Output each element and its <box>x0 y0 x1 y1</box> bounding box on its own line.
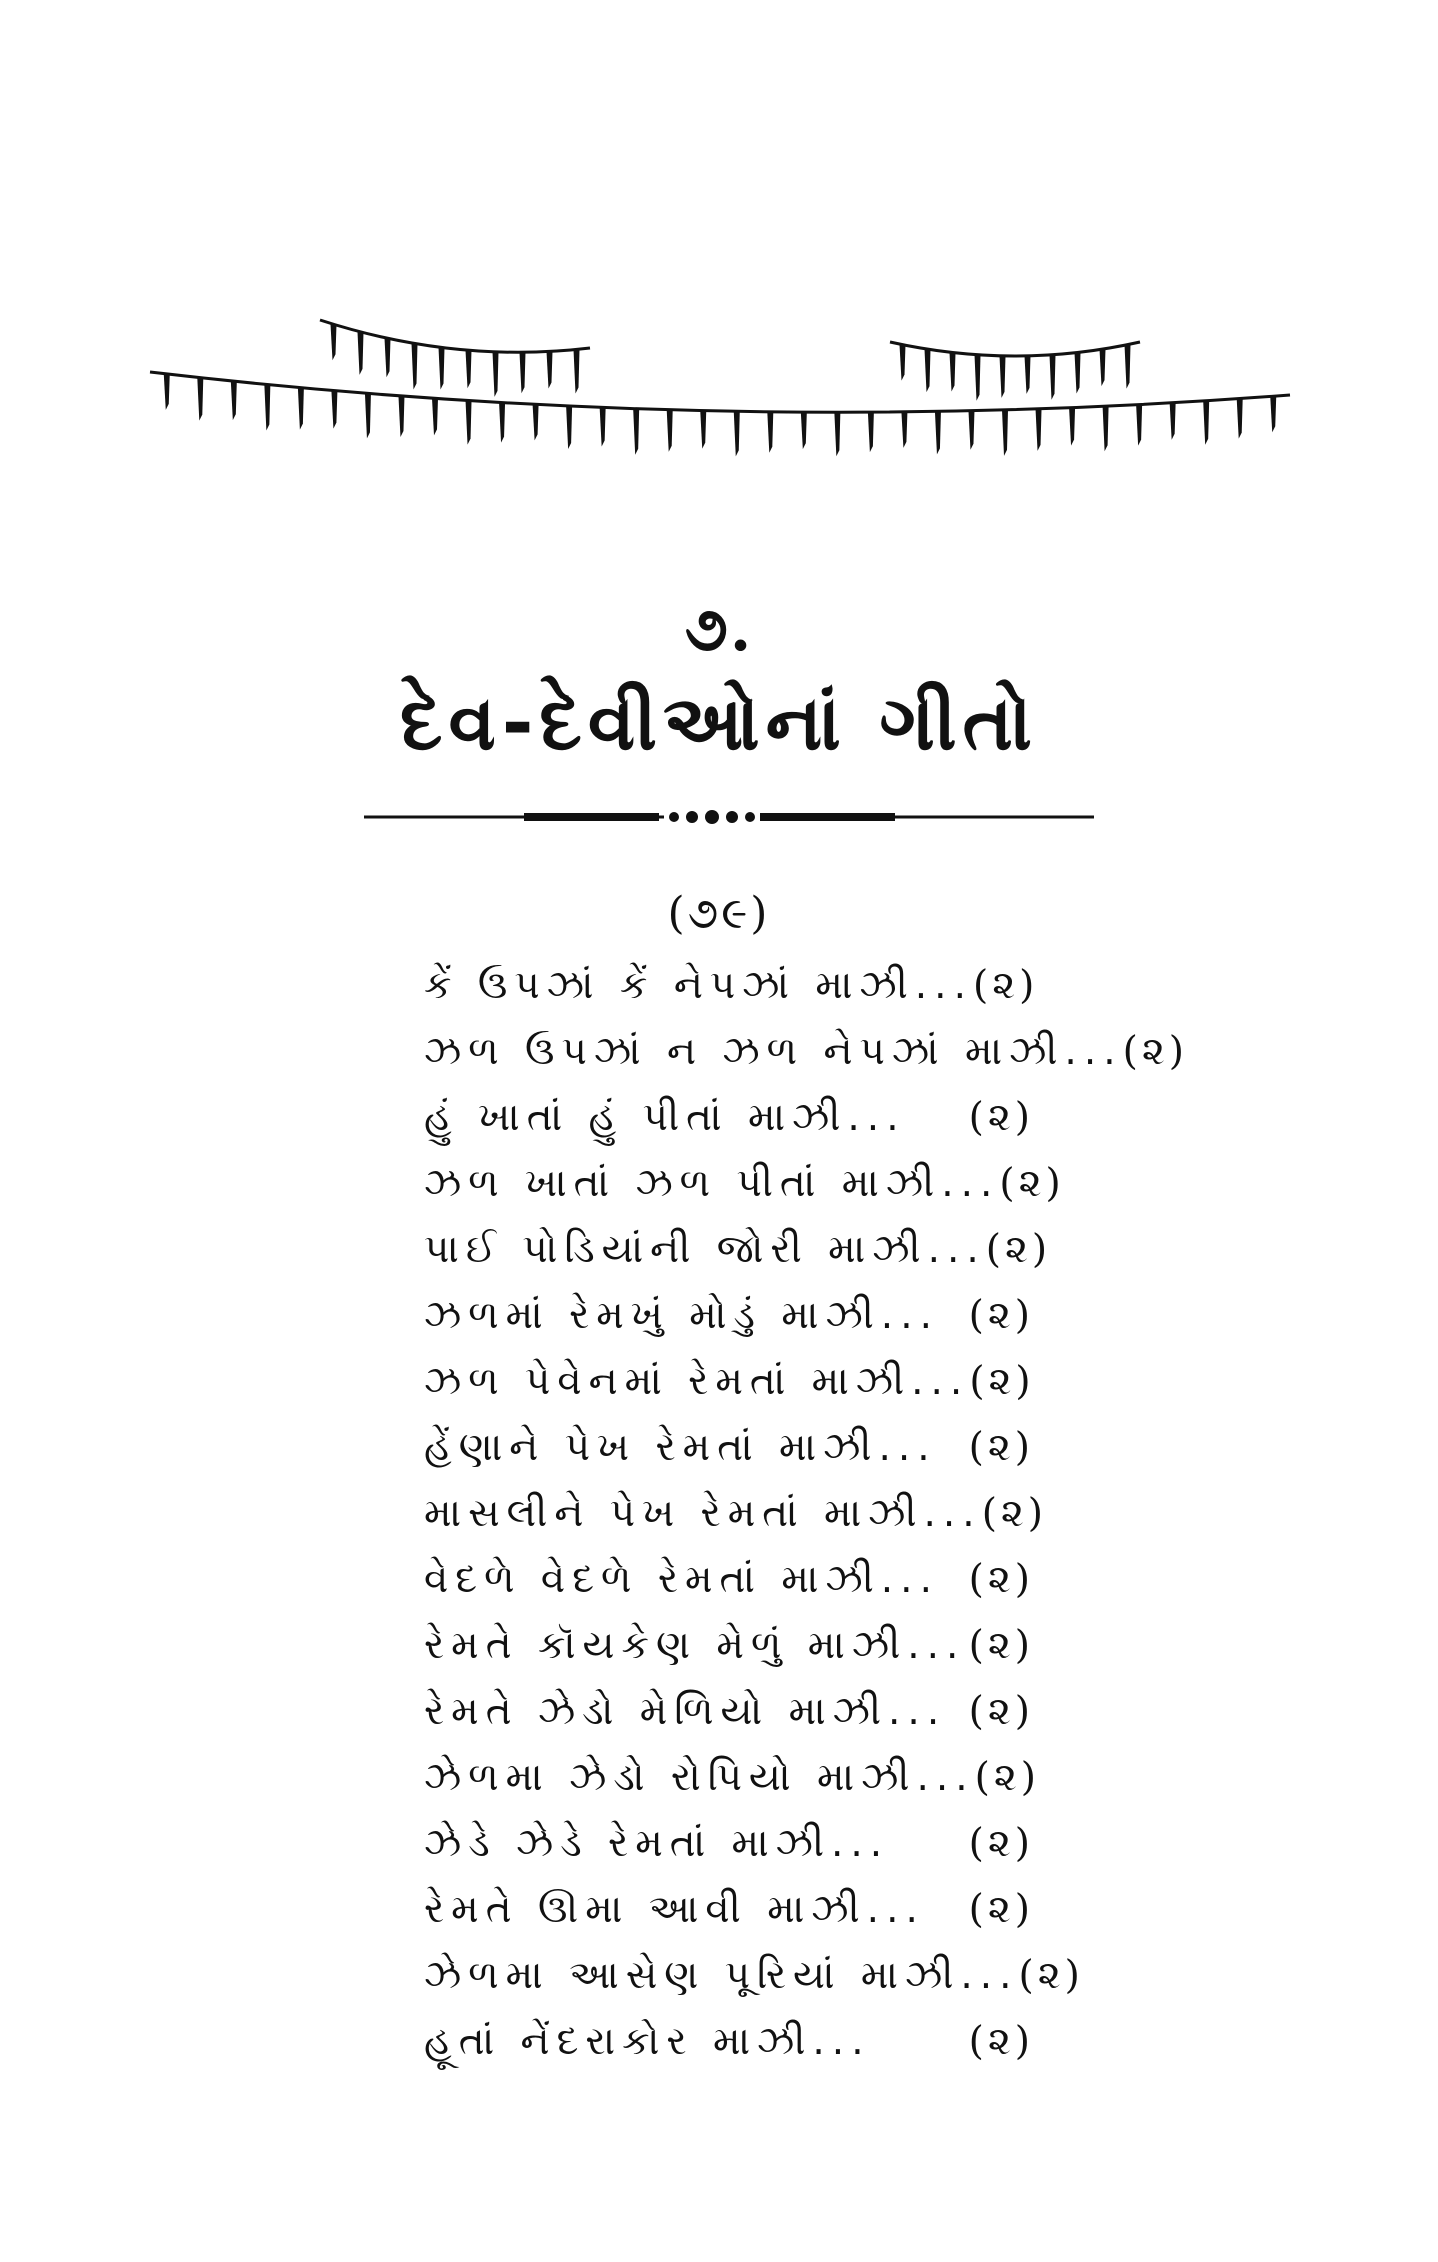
bunting-flag <box>358 332 364 375</box>
bunting-flag <box>164 374 170 410</box>
bunting-flag <box>1002 410 1008 456</box>
bunting-flag <box>466 401 472 445</box>
bunting-flag <box>574 349 580 393</box>
refrain-mark: (૨) <box>968 2018 1034 2064</box>
verse-line: રેમતે ઝેડો મેળિયો માઝી... (૨) <box>424 1688 1034 1734</box>
bunting-flag <box>801 412 807 449</box>
bunting-flag <box>1237 399 1243 439</box>
bunting-flag <box>385 338 391 377</box>
bunting-flag <box>1069 408 1075 446</box>
bunting-flag <box>950 353 956 392</box>
verse-line: હૂતાં નેંદરાકોર માઝી... (૨) <box>424 2018 1034 2064</box>
bunting-flag <box>547 351 553 388</box>
bunting-flag <box>331 391 337 429</box>
bunting-flag <box>968 411 974 450</box>
refrain-mark: (૨) <box>968 1688 1034 1734</box>
bunting-flag <box>1036 409 1042 451</box>
bunting-flag <box>834 412 840 456</box>
bunting-flag <box>734 411 740 456</box>
verse-line: હેંણાને પેખ રેમતાં માઝી... (૨) <box>424 1424 1034 1470</box>
bunting-flag <box>667 410 673 452</box>
bunting-ornament <box>150 300 1290 480</box>
refrain-mark: (૨) <box>968 1820 1034 1866</box>
refrain-mark: (૨) <box>968 1424 1034 1470</box>
bunting-flag <box>1000 356 1006 398</box>
bunting-flag <box>520 352 526 393</box>
bunting-flag <box>1075 353 1081 394</box>
refrain-mark: (૨) <box>968 1622 1034 1668</box>
refrain-mark: (૨) <box>999 1160 1065 1206</box>
bunting-flag <box>1270 396 1276 432</box>
verse-list <box>424 952 1188 2074</box>
refrain-mark: (૨) <box>981 1490 1048 1536</box>
refrain-mark: (૨) <box>985 1226 1052 1272</box>
bunting-flag <box>925 349 931 392</box>
song-number: (૭૯) <box>667 888 771 939</box>
verse-line: ઝેળમા ઝેડો રોપિયો માઝી... (૨) <box>424 1754 1040 1800</box>
refrain-mark: (૨) <box>968 1886 1034 1932</box>
bunting-flag <box>1025 356 1031 394</box>
bunting-flag <box>499 403 505 443</box>
bunting-flag <box>1125 345 1131 389</box>
refrain-mark: (૨) <box>968 1292 1034 1338</box>
bunting-flag <box>412 343 418 389</box>
refrain-mark: (૨) <box>1122 1028 1188 1074</box>
bunting-flag <box>975 355 981 401</box>
verse-line: વેદળે વેદળે રેમતાં માઝી... (૨) <box>424 1556 1034 1602</box>
verse-line: ઝળમાં રેમખું મોડું માઝી... (૨) <box>424 1292 1034 1338</box>
verse-line: ઝળ પેવેનમાં રેમતાં માઝી... (૨) <box>424 1358 1035 1404</box>
bunting-flag <box>1136 405 1142 446</box>
refrain-mark: (૨) <box>974 1754 1040 1800</box>
bunting-flag <box>264 385 270 431</box>
verse-line: પાઈ પોડિયાંની જોરી માઝી... (૨) <box>424 1226 1052 1272</box>
bunting-flag <box>1050 355 1056 400</box>
refrain-mark: (૨) <box>972 962 1039 1008</box>
verse-line: માસલીને પેખ રેમતાં માઝી... (૨) <box>424 1490 1048 1536</box>
refrain-mark: (૨) <box>968 1556 1034 1602</box>
bunting-flag <box>439 347 445 389</box>
bunting-flag <box>493 352 499 397</box>
chapter-title: દેવ-દેવીઓનાં ગીતો <box>400 678 1038 767</box>
bunting-flag <box>600 407 606 446</box>
bunting-flag <box>432 398 438 435</box>
bunting-flag <box>231 381 237 420</box>
bunting-flag <box>466 350 472 388</box>
bunting-flag <box>868 412 874 452</box>
bunting-flag <box>1203 401 1209 445</box>
bunting-flag <box>365 393 371 438</box>
verse-line: હું ખાતાં હું પીતાં માઝી... (૨) <box>424 1094 1034 1140</box>
bunting-flag <box>331 324 337 360</box>
refrain-mark: (૨) <box>969 1358 1035 1404</box>
bunting-flag <box>935 411 941 454</box>
refrain-mark: (૨) <box>1018 1952 1084 1998</box>
bunting-flag <box>633 409 639 455</box>
bunting-flag <box>1100 349 1106 386</box>
bunting-flag <box>197 378 203 421</box>
chapter-number: ૭. <box>684 592 754 665</box>
bunting-flag <box>298 388 304 430</box>
verse-line: રેમતે ઊમા આવી માઝી... (૨) <box>424 1886 1034 1932</box>
bunting-flag <box>566 406 572 449</box>
bunting-flag <box>398 396 404 437</box>
bunting-flag <box>700 411 706 449</box>
verse-line: ઝળ ઉપઝાં ન ઝળ નેપઝાં માઝી... (૨) <box>424 1028 1188 1074</box>
bunting-flag <box>900 345 906 381</box>
ornamental-divider <box>364 802 1094 832</box>
bunting-flag <box>767 412 773 453</box>
bunting-flag <box>1170 403 1176 440</box>
bunting-flag <box>150 372 1290 412</box>
bunting-flag <box>901 412 907 448</box>
refrain-mark: (૨) <box>968 1094 1034 1140</box>
verse-line: ઝેળમા આસેણ પૂરિયાં માઝી... (૨) <box>424 1952 1084 1998</box>
verse-line: ઝેડે ઝેડે રેમતાં માઝી... (૨) <box>424 1820 1034 1866</box>
verse-line: કેં ઉપઝાં કેં નેપઝાં માઝી... (૨) <box>424 962 1039 1008</box>
verse-line: રેમતે કૉયકેણ મેળું માઝી... (૨) <box>424 1622 1034 1668</box>
bunting-flag <box>533 404 539 440</box>
verse-line: ઝળ ખાતાં ઝળ પીતાં માઝી... (૨) <box>424 1160 1065 1206</box>
bunting-flag <box>1103 406 1109 451</box>
